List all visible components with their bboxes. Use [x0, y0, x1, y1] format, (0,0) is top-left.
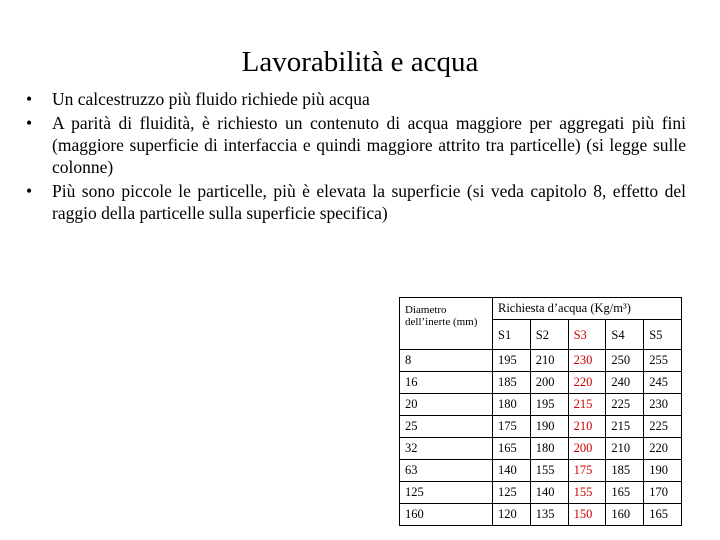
value-cell-s5: 170 — [644, 482, 682, 504]
value-cell-s1: 175 — [493, 416, 531, 438]
value-cell-s1: 140 — [493, 460, 531, 482]
bullet-item — [26, 88, 686, 110]
series-header-s3: S3 — [568, 320, 606, 350]
water-demand-table — [399, 297, 682, 526]
value-cell-s5: 165 — [644, 504, 682, 526]
value-cell-s2: 135 — [530, 504, 568, 526]
diameter-cell: 25 — [400, 416, 493, 438]
value-cell-s1: 120 — [493, 504, 531, 526]
diameter-cell: 16 — [400, 372, 493, 394]
table-header-row — [400, 298, 682, 320]
diameter-cell: 8 — [400, 350, 493, 372]
diameter-cell: 125 — [400, 482, 493, 504]
value-cell-s4: 165 — [606, 482, 644, 504]
value-cell-s5: 245 — [644, 372, 682, 394]
diameter-cell: 20 — [400, 394, 493, 416]
value-cell-s2: 155 — [530, 460, 568, 482]
bullet-text: A parità di fluidità, è richiesto un contenuto di acqua maggiore per aggregati più fini (maggiore superficie di interfaccia e quindi maggiore attrito tra particelle) (si legge sulle colonne) — [52, 113, 686, 177]
value-cell-s4: 215 — [606, 416, 644, 438]
value-cell-s3: 175 — [568, 460, 606, 482]
slide-title: Lavorabilità e acqua — [241, 46, 479, 78]
diameter-header: Diametro dell’inerte (mm) — [400, 298, 493, 350]
bullet-text: Un calcestruzzo più fluido richiede più acqua — [52, 89, 370, 109]
value-cell-s3: 200 — [568, 438, 606, 460]
value-cell-s4: 210 — [606, 438, 644, 460]
table-row — [400, 438, 682, 460]
value-cell-s3: 220 — [568, 372, 606, 394]
value-cell-s1: 180 — [493, 394, 531, 416]
diameter-cell: 63 — [400, 460, 493, 482]
table-row — [400, 394, 682, 416]
series-header-s2: S2 — [530, 320, 568, 350]
value-cell-s3: 150 — [568, 504, 606, 526]
diameter-cell: 160 — [400, 504, 493, 526]
table-row — [400, 482, 682, 504]
value-cell-s1: 185 — [493, 372, 531, 394]
value-cell-s3: 210 — [568, 416, 606, 438]
value-cell-s4: 250 — [606, 350, 644, 372]
value-cell-s5: 190 — [644, 460, 682, 482]
value-cell-s2: 195 — [530, 394, 568, 416]
value-cell-s2: 190 — [530, 416, 568, 438]
table-row — [400, 416, 682, 438]
diameter-cell: 32 — [400, 438, 493, 460]
value-cell-s5: 255 — [644, 350, 682, 372]
value-cell-s5: 220 — [644, 438, 682, 460]
bullet-text: Più sono piccole le particelle, più è elevata la superficie (si veda capitolo 8, effetto del raggio della particelle sulla superficie specifica) — [52, 181, 686, 223]
series-header-s4: S4 — [606, 320, 644, 350]
bullet-dot-icon: • — [26, 113, 33, 133]
value-cell-s5: 230 — [644, 394, 682, 416]
bullet-dot-icon: • — [26, 181, 33, 201]
water-demand-header: Richiesta d’acqua (Kg/m³) — [493, 298, 682, 320]
bullet-item — [26, 112, 686, 178]
bullet-item — [26, 180, 686, 224]
value-cell-s2: 210 — [530, 350, 568, 372]
table-row — [400, 372, 682, 394]
value-cell-s4: 185 — [606, 460, 644, 482]
series-header-s5: S5 — [644, 320, 682, 350]
table-row — [400, 504, 682, 526]
bullet-list — [26, 88, 686, 226]
table-row — [400, 350, 682, 372]
value-cell-s4: 225 — [606, 394, 644, 416]
value-cell-s4: 240 — [606, 372, 644, 394]
table-row — [400, 460, 682, 482]
value-cell-s2: 200 — [530, 372, 568, 394]
value-cell-s4: 160 — [606, 504, 644, 526]
value-cell-s1: 165 — [493, 438, 531, 460]
value-cell-s3: 230 — [568, 350, 606, 372]
value-cell-s2: 180 — [530, 438, 568, 460]
value-cell-s2: 140 — [530, 482, 568, 504]
value-cell-s3: 155 — [568, 482, 606, 504]
value-cell-s3: 215 — [568, 394, 606, 416]
value-cell-s5: 225 — [644, 416, 682, 438]
series-header-s1: S1 — [493, 320, 531, 350]
value-cell-s1: 125 — [493, 482, 531, 504]
bullet-dot-icon: • — [26, 89, 33, 109]
value-cell-s1: 195 — [493, 350, 531, 372]
